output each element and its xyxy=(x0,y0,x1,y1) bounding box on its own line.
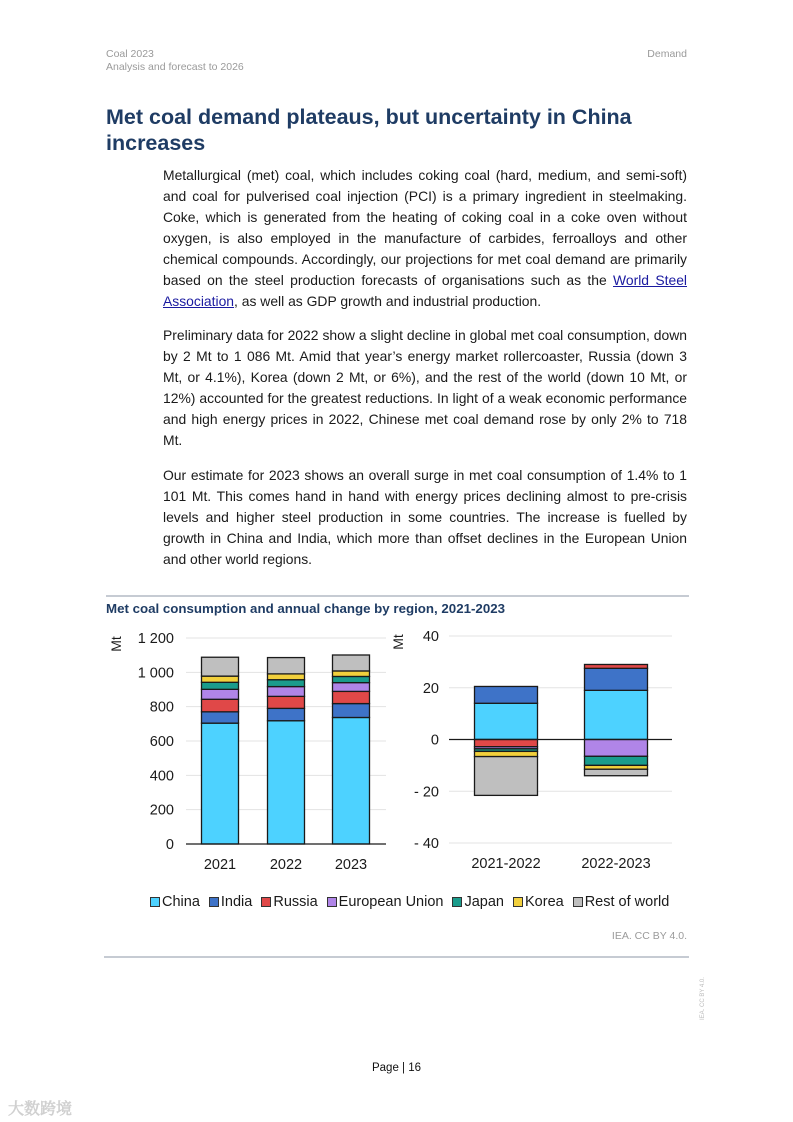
bar-segment xyxy=(268,687,305,697)
watermark-logo: 大数跨境 xyxy=(8,1101,73,1118)
page-number: Page | 16 xyxy=(371,1062,422,1074)
bar-segment xyxy=(268,680,305,687)
bar-segment xyxy=(268,696,305,708)
legend-item xyxy=(261,894,317,910)
bar-segment xyxy=(202,723,239,844)
x-tick-label: 2022 xyxy=(269,857,303,873)
x-tick-label: 2021-2022 xyxy=(471,856,541,872)
legend-label: India xyxy=(220,894,253,910)
chart-legend xyxy=(150,894,669,910)
bar-segment xyxy=(268,658,305,674)
y-axis-label: Mt xyxy=(108,636,124,652)
legend-item xyxy=(452,894,504,910)
bar-segment xyxy=(333,676,370,682)
bar-segment xyxy=(202,712,239,723)
bar-segment xyxy=(475,751,538,756)
bar-segment xyxy=(333,717,370,844)
legend-item xyxy=(573,894,670,910)
paragraph-2: Preliminary data for 2022 show a slight decline in global met coal consumption, down by 2 Mt to 1 086 Mt. Amid that year’s energy market rollercoaster, Russia (down 3 Mt, or 4.1%), Korea (down 2 Mt, or 6%), and the rest of the world (down 10 Mt, or 12%) accounted for the greatest reductions. In light of a weak economic performance and high energy prices in 2022, Chinese met coal demand rose by only 2% to 718 Mt. xyxy=(163,327,687,448)
legend-item xyxy=(327,894,444,910)
legend-item xyxy=(150,894,200,910)
bar-segment xyxy=(475,686,538,703)
bar-segment xyxy=(475,703,538,739)
legend-label: Korea xyxy=(525,894,564,910)
bar-segment xyxy=(585,756,648,765)
bar-segment xyxy=(202,657,239,676)
figure-title: Met coal consumption and annual change by region, 2021-2023 xyxy=(106,601,506,616)
y-tick-label: 600 xyxy=(149,734,174,750)
section-label: Demand xyxy=(647,48,687,60)
figure-bottom-rule xyxy=(104,956,689,958)
bar-segment xyxy=(333,691,370,703)
bar-segment xyxy=(475,740,538,747)
x-tick-label: 2023 xyxy=(334,857,368,873)
bar-segment xyxy=(585,690,648,739)
y-tick-label: 400 xyxy=(149,768,174,785)
bar-segment xyxy=(585,740,648,757)
legend-label: Russia xyxy=(273,894,318,910)
legend-swatch-icon xyxy=(209,897,219,907)
y-tick-label: - 40 xyxy=(414,836,439,852)
paragraph-1-text-end: , as well as GDP growth and industrial production. xyxy=(234,293,542,309)
report-title: Coal 2023 xyxy=(106,48,154,60)
bar-segment xyxy=(202,676,239,682)
y-axis-label: Mt xyxy=(390,634,406,650)
y-tick-label: 800 xyxy=(149,699,174,716)
legend-swatch-icon xyxy=(150,897,160,907)
legend-swatch-icon xyxy=(573,897,583,907)
legend-swatch-icon xyxy=(513,897,523,907)
bar-segment xyxy=(202,699,239,712)
legend-swatch-icon xyxy=(261,897,271,907)
bar-segment xyxy=(585,769,648,775)
y-tick-label: 1 200 xyxy=(137,631,174,647)
legend-item xyxy=(209,894,252,910)
x-tick-label: 2022-2023 xyxy=(581,856,651,872)
figure-credit: IEA. CC BY 4.0. xyxy=(611,930,687,942)
bar-segment xyxy=(268,721,305,844)
bar-segment xyxy=(333,683,370,692)
bar-segment xyxy=(268,674,305,680)
y-tick-label: 1 000 xyxy=(137,665,174,682)
legend-label: European Union xyxy=(338,894,444,910)
y-tick-label: 20 xyxy=(422,680,439,697)
side-credit: IEA. CC BY 4.0. xyxy=(700,977,706,1020)
y-tick-label: 40 xyxy=(422,629,439,645)
legend-label: Japan xyxy=(464,894,504,910)
y-tick-label: 0 xyxy=(430,732,439,749)
bar-segment xyxy=(202,682,239,689)
bar-segment xyxy=(585,664,648,668)
paragraph-3: Our estimate for 2023 shows an overall surge in met coal consumption of 1.4% to 1 101 Mt. This comes hand in hand with energy prices declining almost to pre-crisis levels and higher steel production in some countries. The increase is fuelled by growth in China and India, which more than offset declines in the European Union and other world regions. xyxy=(163,467,687,567)
bar-segment xyxy=(202,689,239,699)
y-tick-label: 0 xyxy=(165,837,174,853)
bar-segment xyxy=(585,668,648,690)
bar-segment xyxy=(475,757,538,796)
world-steel-association-link[interactable]: World Steel Association xyxy=(163,272,687,309)
bar-segment xyxy=(333,704,370,718)
legend-label: Rest of world xyxy=(584,894,670,910)
legend-item xyxy=(513,894,564,910)
page-title: Met coal demand plateaus, but uncertainty in China increases xyxy=(106,105,632,155)
bar-segment xyxy=(268,708,305,720)
legend-swatch-icon xyxy=(452,897,462,907)
paragraph-1-text: Metallurgical (met) coal, which includes coking coal (hard, medium, and semi-soft) and coal for pulverised coal injection (PCI) is a primary ingredient in steelmaking. Coke, which is generated from the heating of coking coal in a coke oven without oxygen, is also employed in the manufacture of carbides, ferroalloys and other chemical compounds. Accordingly, our projections for met coal demand are primarily based on the steel production forecasts of organisations such as the xyxy=(163,167,687,288)
legend-label: China xyxy=(162,894,200,910)
bar-segment xyxy=(333,671,370,676)
report-subtitle: Analysis and forecast to 2026 xyxy=(106,61,244,73)
bar-segment xyxy=(333,655,370,671)
x-tick-label: 2021 xyxy=(203,857,237,873)
legend-swatch-icon xyxy=(327,897,337,907)
y-tick-label: 200 xyxy=(149,802,174,819)
y-tick-label: - 20 xyxy=(414,784,439,801)
